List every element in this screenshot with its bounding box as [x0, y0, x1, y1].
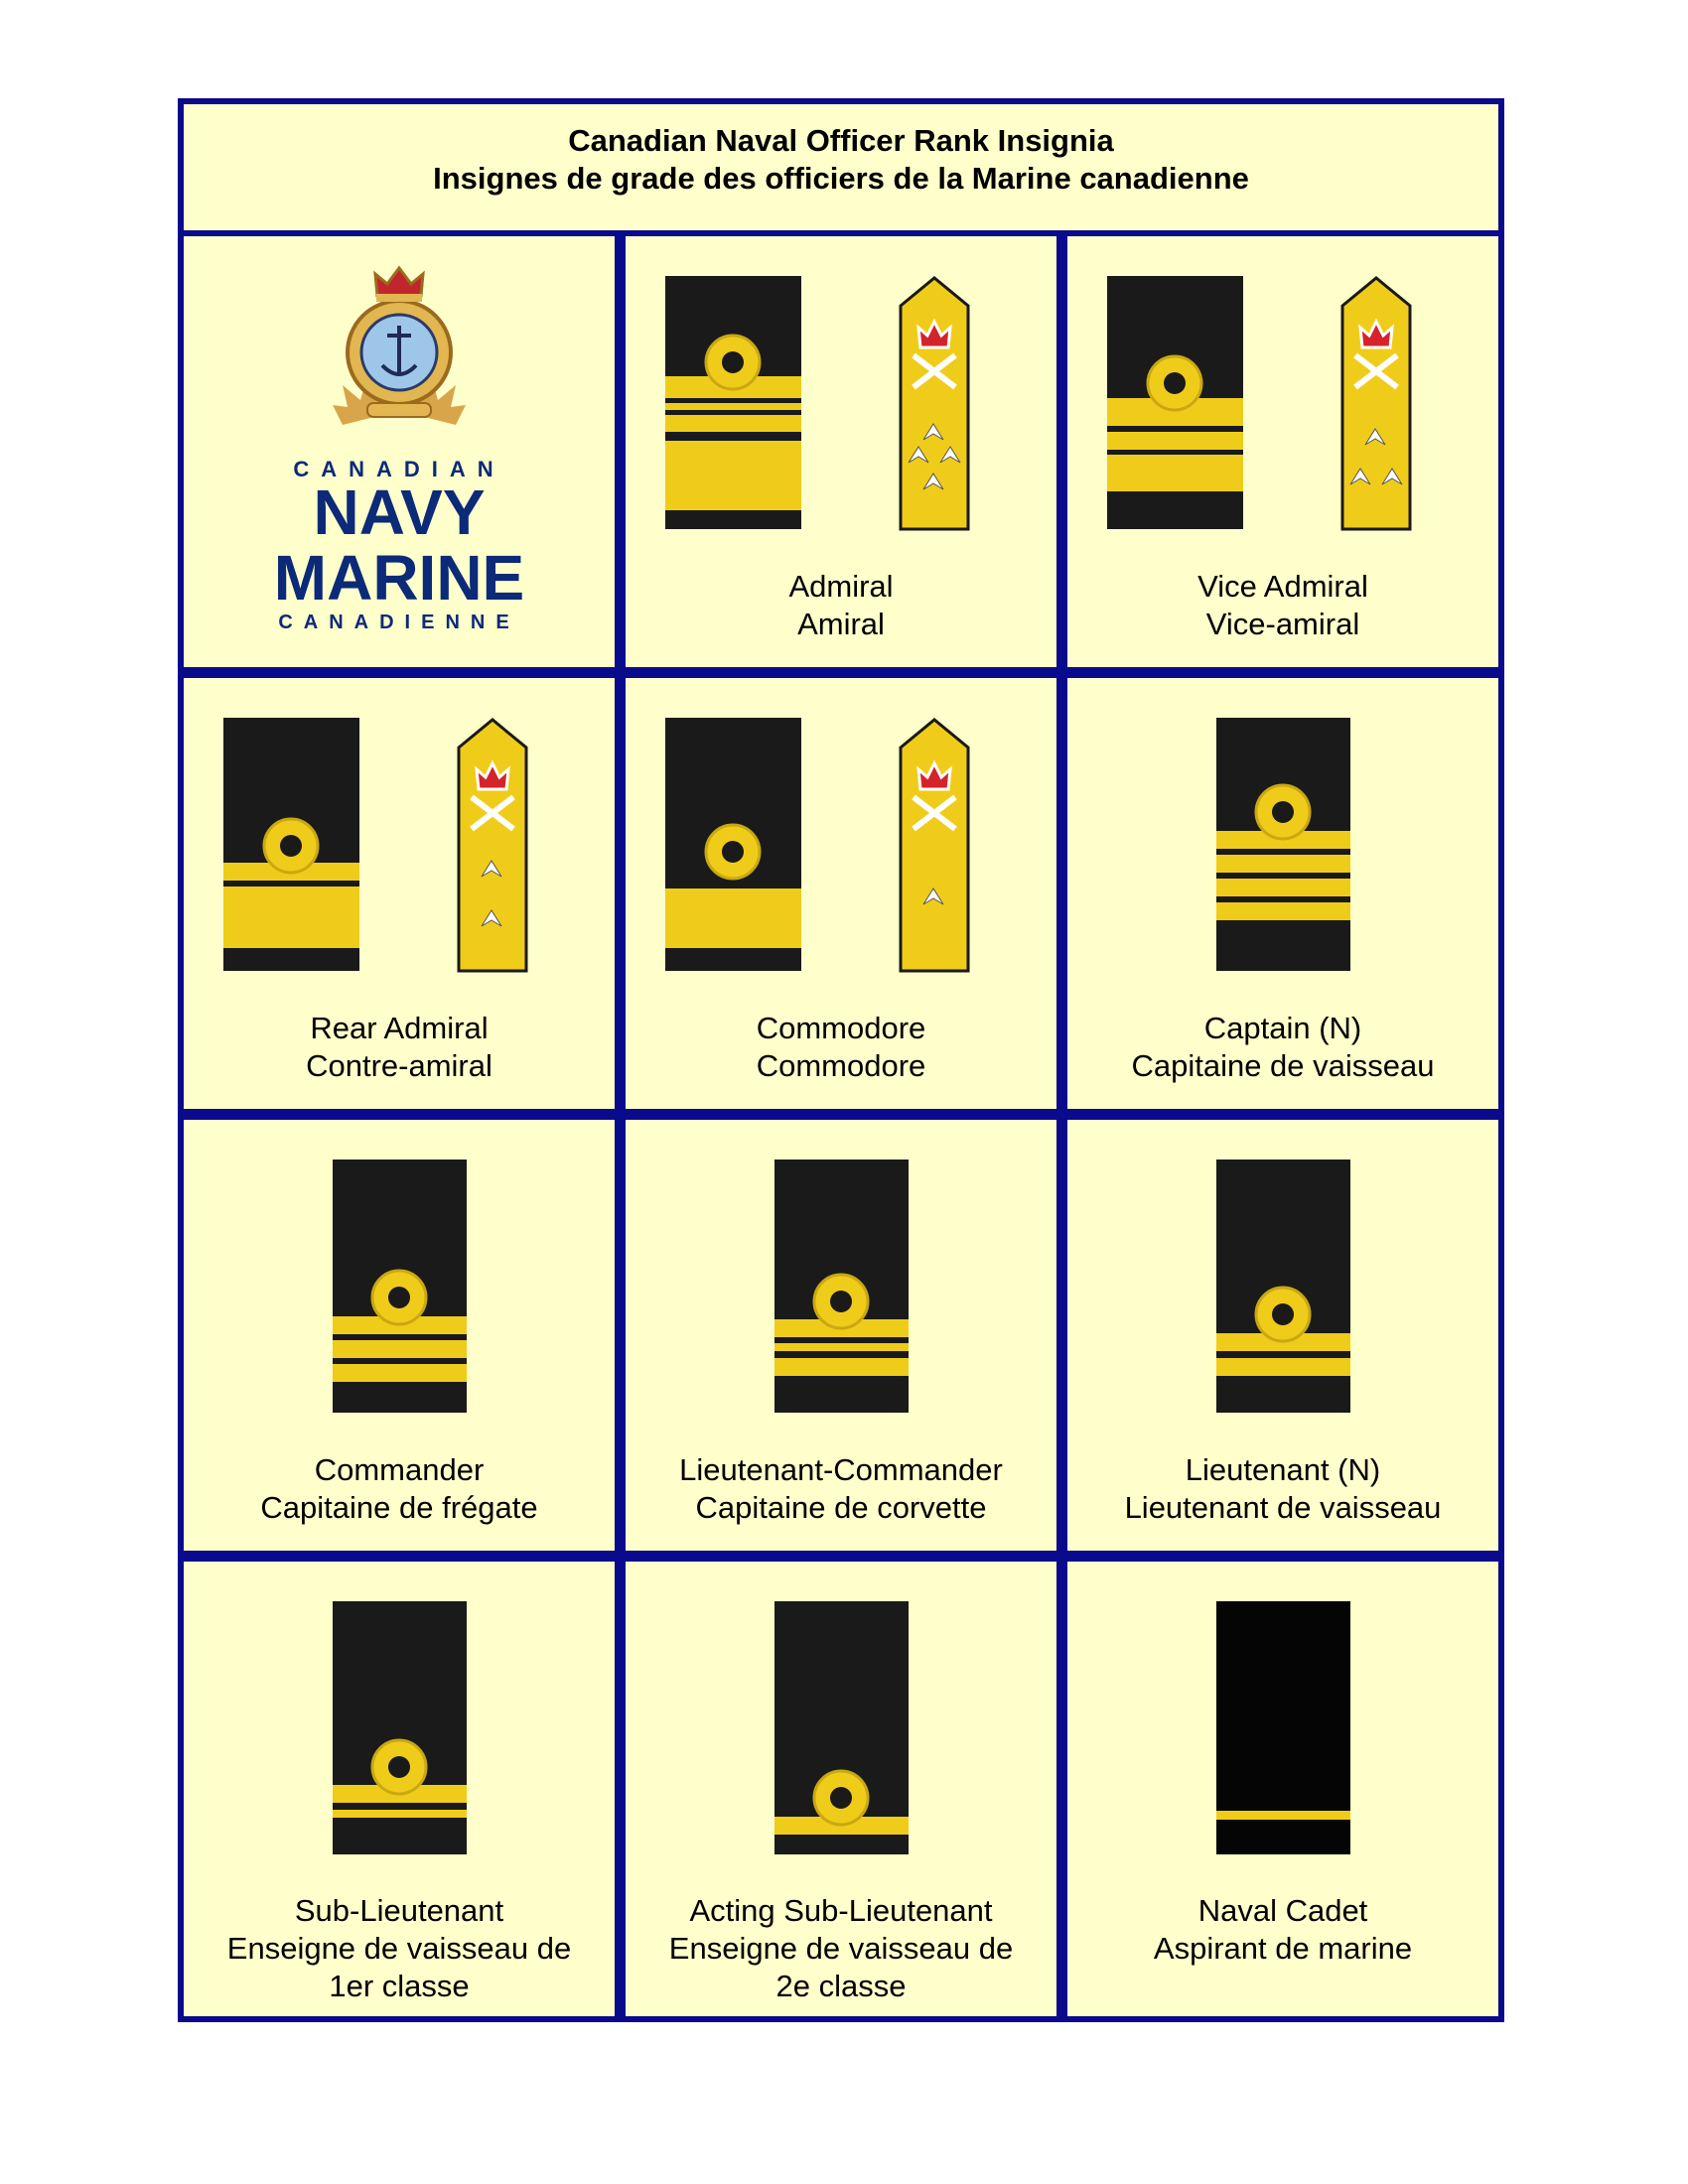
rank-cell-sub-lieutenant: [184, 1562, 615, 2016]
rank-label: [626, 568, 1056, 643]
rank-label: [1067, 1451, 1498, 1527]
rank-name-french-line2: 2e classe: [775, 1969, 907, 2003]
title-english: Canadian Naval Officer Rank Insignia: [568, 123, 1114, 158]
rank-name-french-line2: 1er classe: [329, 1969, 470, 2003]
acting-sub-lieutenant-insignia-icon: [626, 1562, 1056, 1859]
rank-name-english: Rear Admiral: [310, 1011, 489, 1045]
rank-name-french: Lieutenant de vaisseau: [1124, 1490, 1442, 1525]
rank-name-french: Enseigne de vaisseau de: [226, 1931, 572, 1966]
rank-name-french: Amiral: [797, 607, 885, 641]
rank-label: [626, 1892, 1056, 2005]
vice-admiral-insignia-icon: [1067, 236, 1498, 534]
admiral-insignia-icon: [626, 236, 1056, 534]
rear-admiral-insignia-icon: [184, 678, 615, 976]
title-french: Insignes de grade des officiers de la Marine canadienne: [433, 161, 1249, 196]
rank-label: [626, 1010, 1056, 1085]
rank-name-english: Captain (N): [1203, 1011, 1362, 1045]
commander-insignia-icon: [184, 1120, 615, 1418]
rank-name-english: Admiral: [788, 569, 894, 604]
rank-chart: [178, 98, 1504, 2022]
rank-label: [184, 1892, 615, 2005]
rank-cell-admiral: [626, 236, 1056, 667]
rank-cell-lieutenant: [1067, 1120, 1498, 1551]
rank-cell-lieutenant-commander: [626, 1120, 1056, 1551]
rank-name-english: Acting Sub-Lieutenant: [689, 1893, 993, 1928]
rank-name-french: Vice-amiral: [1205, 607, 1360, 641]
rank-name-english: Lieutenant (N): [1185, 1452, 1381, 1487]
rank-cell-acting-sub-lieutenant: [626, 1562, 1056, 2016]
rank-name-french: Capitaine de corvette: [695, 1490, 987, 1525]
rank-cell-commander: [184, 1120, 615, 1551]
rank-cell-vice-admiral: [1067, 236, 1498, 667]
chart-header: [184, 104, 1498, 230]
naval-cadet-insignia-icon: [1067, 1562, 1498, 1859]
rank-name-english: Naval Cadet: [1197, 1893, 1368, 1928]
rank-name-french: Commodore: [756, 1048, 926, 1083]
rank-cell-commodore: [626, 678, 1056, 1109]
rank-cell-captain: [1067, 678, 1498, 1109]
rank-cell-naval-cadet: [1067, 1562, 1498, 2016]
lieutenant-insignia-icon: [1067, 1120, 1498, 1418]
logo-cell: [184, 236, 615, 667]
rank-name-english: Lieutenant-Commander: [679, 1452, 1003, 1487]
rank-label: [1067, 1010, 1498, 1085]
rank-name-french: Aspirant de marine: [1153, 1931, 1413, 1966]
rank-cell-rear-admiral: [184, 678, 615, 1109]
rank-label: [184, 1010, 615, 1085]
logo-navy: NAVY: [313, 477, 486, 548]
commodore-insignia-icon: [626, 678, 1056, 976]
rank-name-english: Commander: [314, 1452, 485, 1487]
rank-name-french: Capitaine de frégate: [260, 1490, 538, 1525]
captain-insignia-icon: [1067, 678, 1498, 976]
rank-label: [1067, 1892, 1498, 1968]
rank-name-french: Capitaine de vaisseau: [1131, 1048, 1435, 1083]
lieutenant-commander-insignia-icon: [626, 1120, 1056, 1418]
rank-name-english: Sub-Lieutenant: [294, 1893, 504, 1928]
rank-name-english: Vice Admiral: [1197, 569, 1368, 604]
logo-canadienne: CANADIENNE: [278, 612, 520, 633]
rank-name-english: Commodore: [756, 1011, 926, 1045]
logo-marine: MARINE: [273, 542, 525, 614]
rank-label: [184, 1451, 615, 1527]
rank-name-french: Enseigne de vaisseau de: [668, 1931, 1014, 1966]
rank-label: [626, 1451, 1056, 1527]
logo-canadian: CANADIAN: [293, 457, 505, 481]
rank-label: [1067, 568, 1498, 643]
sub-lieutenant-insignia-icon: [184, 1562, 615, 1859]
rank-name-french: Contre-amiral: [306, 1048, 492, 1083]
